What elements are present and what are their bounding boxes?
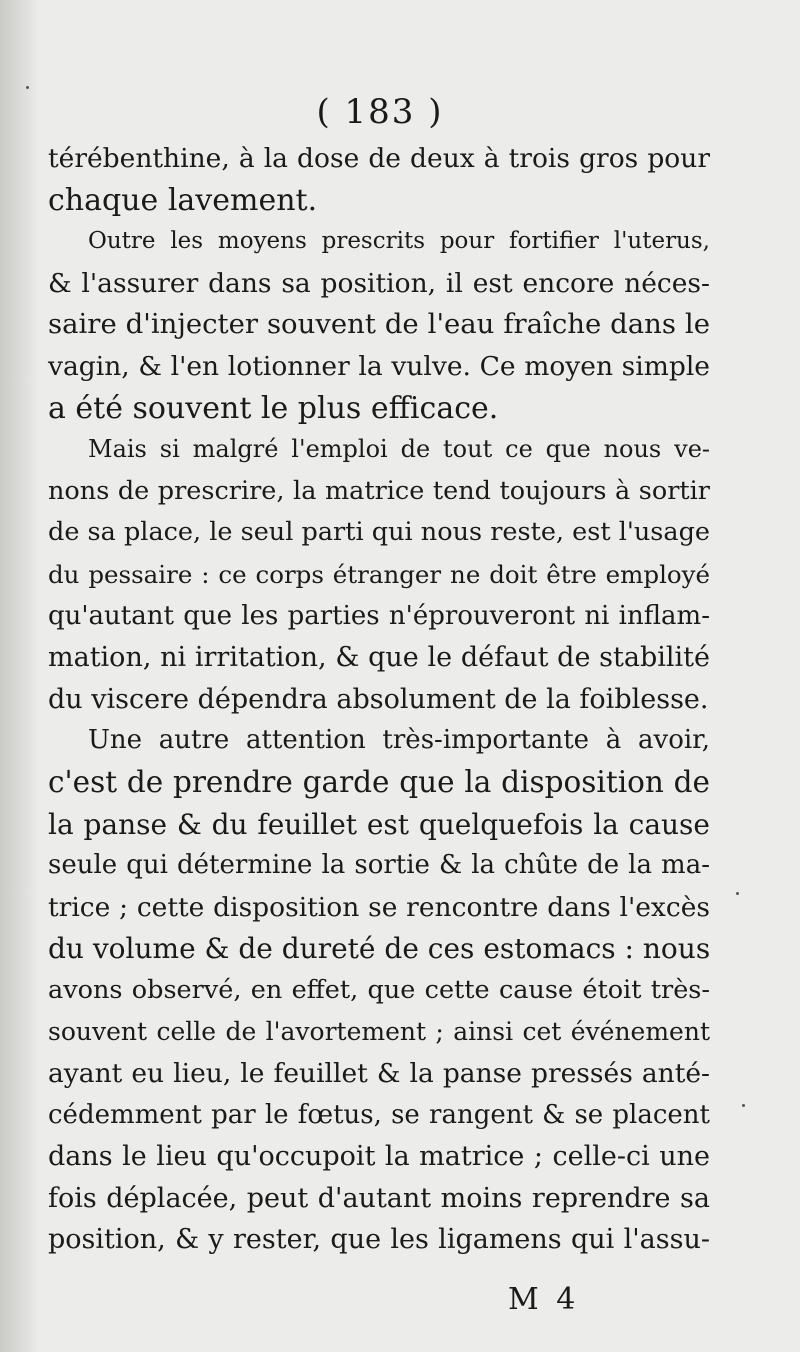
text-line: Outre les moyens prescrits pour fortifier l'uterus,: [88, 228, 710, 255]
text-line: de sa place, le seul parti qui nous reste, est l'usage: [48, 517, 710, 548]
page-gutter-shadow: [0, 0, 40, 1352]
text-line: Mais si malgré l'emploi de tout ce que nous ve-: [88, 435, 710, 464]
text-line: mation, ni irritation, & que le défaut de stabilité: [48, 642, 710, 674]
text-line: position, & y rester, que les ligamens qui l'assu-: [48, 1224, 710, 1256]
text-line: souvent celle de l'avortement ; ainsi cet événement: [48, 1017, 710, 1047]
body-text: [48, 138, 710, 1261]
text-line: cédemment par le fœtus, se rangent & se placent: [48, 1099, 710, 1130]
signature-mark: M 4: [508, 1282, 580, 1317]
text-line: trice ; cette disposition se rencontre dans l'excès: [48, 891, 710, 923]
text-line: du viscere dépendra absolument de la foiblesse.: [48, 683, 709, 715]
text-line: avons observé, en effet, que cette cause étoit très-: [48, 974, 710, 1005]
text-line: chaque lavement.: [48, 182, 318, 218]
text-line: nons de prescrire, la matrice tend toujours à sortir: [48, 475, 710, 506]
text-line: du pessaire : ce corps étranger ne doit être employé: [48, 559, 710, 589]
text-line: la panse & du feuillet est quelquefois la cause: [48, 807, 710, 841]
text-line: térébenthine, à la dose de deux à trois gros pour: [48, 143, 710, 174]
text-line: qu'autant que les parties n'éprouveront ni inflam-: [48, 600, 710, 631]
text-line: & l'assurer dans sa position, il est encore néces-: [48, 267, 710, 299]
paper-speck: [742, 1104, 745, 1107]
text-line: Une autre attention très-importante à avoir,: [88, 725, 710, 756]
text-line: a été souvent le plus efficace.: [48, 390, 499, 426]
text-line: c'est de prendre garde que la disposition de: [48, 764, 710, 799]
paper-speck: [26, 86, 29, 89]
text-line: dans le lieu qu'occupoit la matrice ; celle-ci une: [48, 1141, 710, 1173]
text-line: saire d'injecter souvent de l'eau fraîche dans le: [48, 308, 710, 341]
text-line: seule qui détermine la sortie & la chûte de la ma-: [48, 850, 710, 881]
text-line: fois déplacée, peut d'autant moins reprendre sa: [48, 1182, 710, 1214]
text-line: vagin, & l'en lotionner la vulve. Ce moyen simple: [48, 350, 710, 382]
paper-speck: [736, 892, 739, 895]
text-line: ayant eu lieu, le feuillet & la panse pressés anté-: [48, 1058, 710, 1090]
text-line: du volume & de dureté de ces estomacs : nous: [48, 932, 711, 966]
page-number-header: ( 183 ): [316, 92, 444, 132]
